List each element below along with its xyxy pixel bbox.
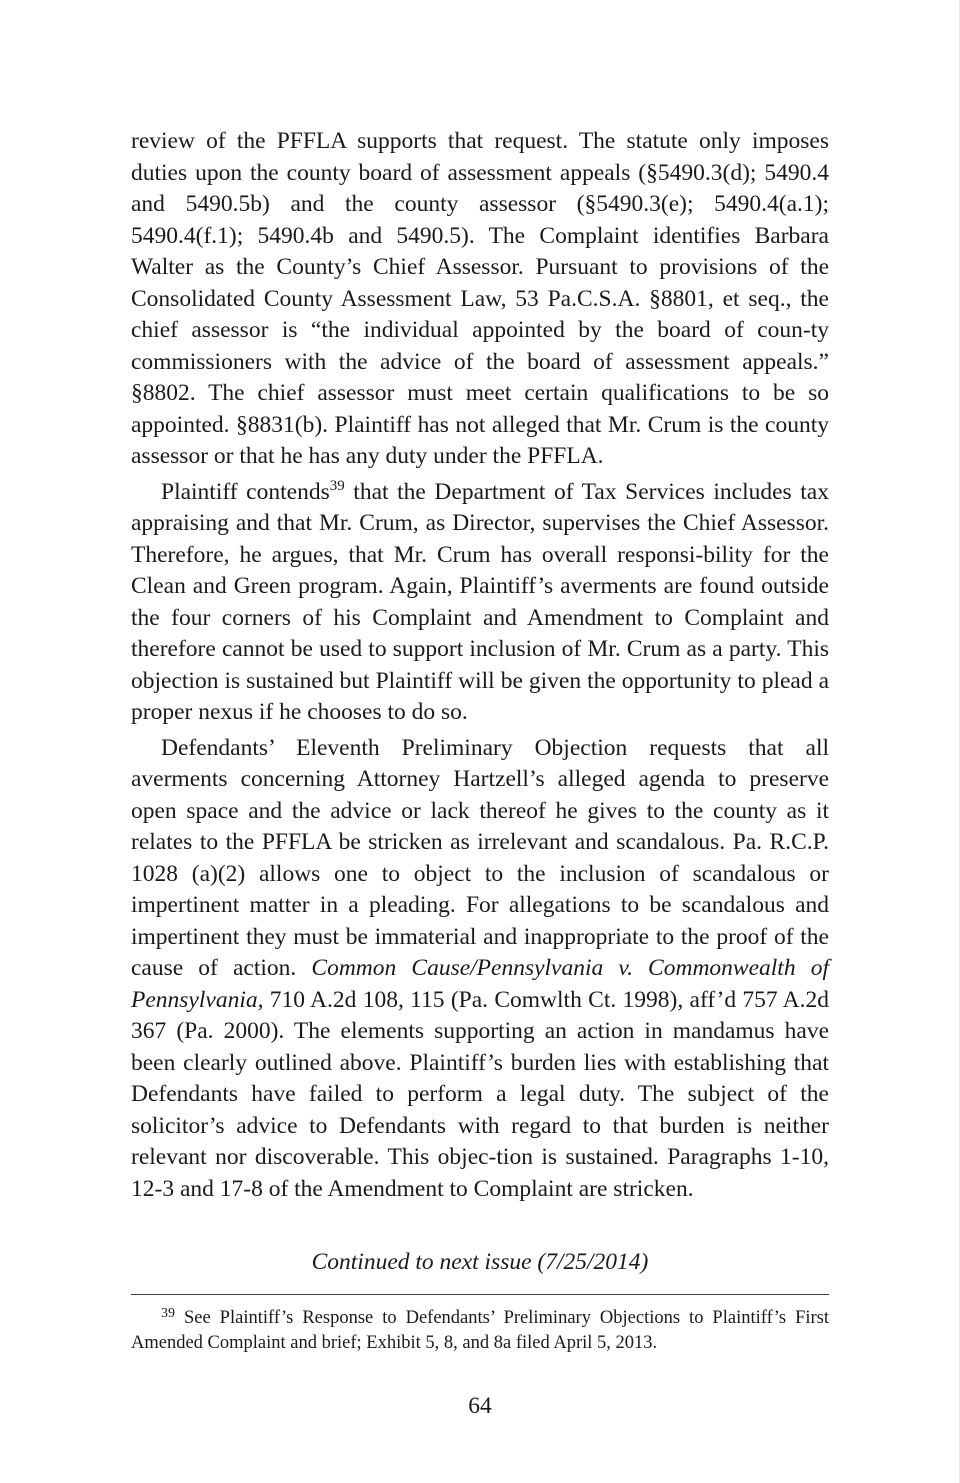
body-text [131, 126, 829, 1205]
paragraph-text-before-citation: Defendants’ Eleventh Preliminary Objection requests that all averments concerning Attorney Hartzell’s alleged agenda to preserve open space and the advice or lack thereof he gives to the county as it relates to the PFFLA be stricken as irrelevant and scandalous. Pa. R.C.P. 1028 (a)(2) allows one to object to the inclusion of scandalous or impertinent matter in a pleading. For allegations to be scandalous and impertinent they must be immaterial and inappropriate to the proof of the cause of action. [131, 734, 829, 981]
footnote-divider [131, 1294, 829, 1295]
paragraph-continued [131, 126, 829, 473]
paragraph-text-after-citation: , 710 A.2d 108, 115 (Pa. Comwlth Ct. 1998), aff’d 757 A.2d 367 (Pa. 2000). The elements supporting an action in mandamus have been clearly outlined above. Plaintiff’s burden lies with establishing that Defendants have failed to perform a legal duty. The subject of the solicitor’s advice to Defendants with regard to that burden is neither relevant nor discoverable. This objec-tion is sustained. Paragraphs 1-10, 12-3 and 17-8 of the Amendment to Complaint are stricken. [131, 986, 829, 1202]
footnote-number: 39 [161, 1306, 175, 1321]
footnote-reference: 39 [329, 477, 345, 494]
paragraph-plaintiff-contends [131, 477, 829, 729]
paragraph-text-before-ref: Plaintiff contends [161, 478, 330, 505]
paragraph-text: review of the PFFLA supports that request. The statute only imposes duties upon the county board of assessment appeals (§5490.3(d); 5490.4 and 5490.5b) and the county assessor (§5490.3(e); 5490.4(a.1); 5490.4(f.1); 5490.4b and 5490.5). The Complaint identifies Barbara Walter as the County’s Chief Assessor. Pursuant to provisions of the Consolidated County Assessment Law, 53 Pa.C.S.A. §8801, et seq., the chief assessor is “the individual appointed by the board of coun-ty commissioners with the advice of the board of assessment appeals.” §8802. The chief assessor must meet certain qualifications to be so appointed. §8831(b). Plaintiff has not alleged that Mr. Crum is the county assessor or that he has any duty under the PFFLA. [131, 128, 829, 469]
paragraph-text-after-ref: that the Department of Tax Services includes tax appraising and that Mr. Crum, as Director, supervises the Chief Assessor. Therefore, he argues, that Mr. Crum has overall responsi-bility for the Clean and Green program. Again, Plaintiff’s averments are found outside the four corners of his Complaint and Amendment to Complaint and therefore cannot be used to support inclusion of Mr. Crum as a party. This objection is sustained but Plaintiff will be given the opportunity to plead a proper nexus if he chooses to do so. [131, 478, 829, 725]
footnote-text: See Plaintiff’s Response to Defendants’ Preliminary Objections to Plaintiff’s First Amended Complaint and brief; Exhibit 5, 8, and 8a filed April 5, 2013. [131, 1308, 829, 1353]
case-citation: Common Cause/Pennsylvania v. Commonwealth of Pennsylvania [131, 955, 829, 1013]
page-number: 64 [468, 1393, 492, 1419]
footnote [131, 1306, 829, 1356]
paragraph-eleventh-objection [131, 733, 829, 1206]
continued-notice: Continued to next issue (7/25/2014) [311, 1249, 649, 1275]
